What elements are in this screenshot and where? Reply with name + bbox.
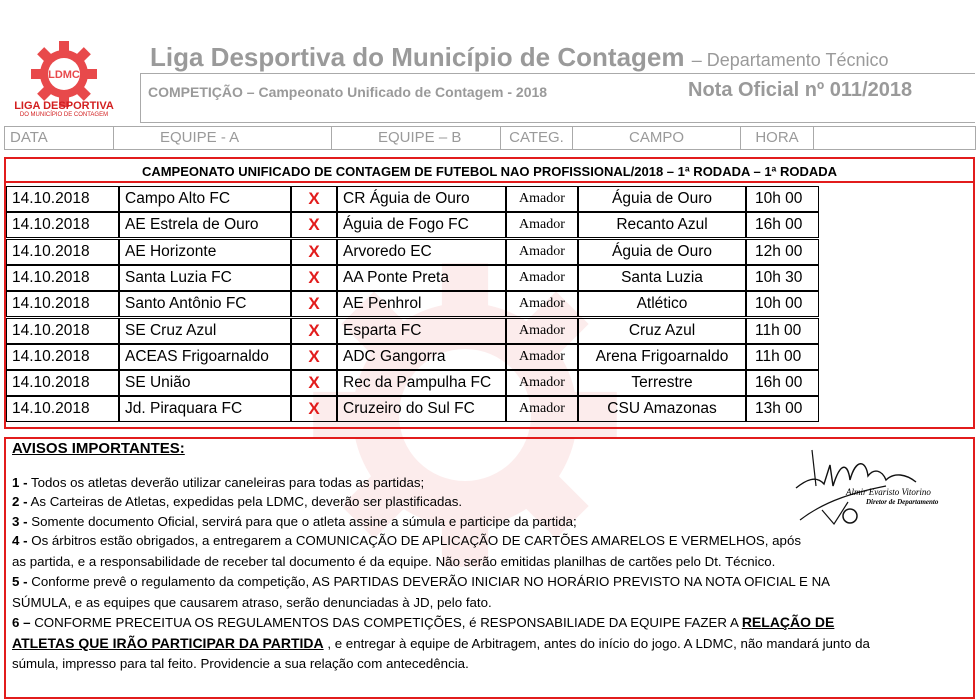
notice-3: 3 - Somente documento Oficial, servirá para que o atleta assine a súmula e participe da partida; [12, 514, 577, 529]
vs-mark-cell: X [291, 291, 337, 317]
match-date-cell: 14.10.2018 [6, 344, 119, 370]
category-cell: Amador [506, 212, 578, 238]
match-date-cell: 14.10.2018 [6, 186, 119, 212]
vs-mark-cell: X [291, 265, 337, 291]
table-row [6, 396, 814, 422]
column-header-row [4, 126, 976, 150]
signature-scribble [786, 440, 966, 530]
team-b-cell: Águia de Fogo FC [337, 212, 506, 238]
department-text: – Departamento Técnico [691, 50, 889, 70]
category-cell: Amador [506, 239, 578, 265]
match-time-cell: 10h 00 [746, 291, 819, 317]
category-cell: Amador [506, 344, 578, 370]
table-row [6, 318, 814, 344]
match-date-cell: 14.10.2018 [6, 396, 119, 422]
ldmc-stamp-icon [843, 509, 857, 523]
team-b-cell: Arvoredo EC [337, 239, 506, 265]
matches-title: CAMPEONATO UNIFICADO DE CONTAGEM DE FUTEBOL NAO PROFISSIONAL/2018 – 1ª RODADA – 1ª RODADA [6, 159, 973, 183]
table-row [6, 344, 814, 370]
team-b-cell: AA Ponte Preta [337, 265, 506, 291]
team-b-cell: CR Águia de Ouro [337, 186, 506, 212]
notice-6-cont: ATLETAS QUE IRÃO PARTICIPAR DA PARTIDA , e entregar à equipe de Arbitragem, antes do início do jogo. A LDMC, não mandará junto da [12, 635, 870, 651]
table-row [6, 265, 814, 291]
vs-mark-cell: X [291, 239, 337, 265]
notice-6-cont2: súmula, impresso para tal feito. Providencie a sua relação com antecedência. [12, 656, 469, 671]
table-row [6, 212, 814, 238]
match-time-cell: 11h 00 [746, 318, 819, 344]
field-cell: Atlético [578, 291, 746, 317]
team-b-cell: Rec da Pampulha FC [337, 370, 506, 396]
field-cell: Santa Luzia [578, 265, 746, 291]
notice-5: 5 - Conforme prevê o regulamento da competição, AS PARTIDAS DEVERÃO INICIAR NO HORÁRIO PREVISTO NA NOTA OFICIAL E NA [12, 574, 831, 589]
logo-text: LDMC [48, 69, 80, 81]
matches-table [4, 157, 975, 429]
team-b-cell: ADC Gangorra [337, 344, 506, 370]
table-row [6, 186, 814, 212]
field-cell: CSU Amazonas [578, 396, 746, 422]
team-a-cell: Campo Alto FC [119, 186, 291, 212]
notice-6: 6 – CONFORME PRECEITUA OS REGULAMENTOS DAS COMPETIÇÕES, é RESPONSABILIADE DA EQUIPE FAZER A RELAÇÃO DE [12, 614, 835, 630]
match-date-cell: 14.10.2018 [6, 265, 119, 291]
field-cell: Arena Frigoarnaldo [578, 344, 746, 370]
notice-5-cont: SÚMULA, e as equipes que causarem atraso, serão denunciadas à JD, pelo fato. [12, 595, 492, 610]
match-time-cell: 10h 00 [746, 186, 819, 212]
team-a-cell: Santa Luzia FC [119, 265, 291, 291]
field-cell: Terrestre [578, 370, 746, 396]
category-cell: Amador [506, 265, 578, 291]
match-time-cell: 16h 00 [746, 370, 819, 396]
match-time-cell: 10h 30 [746, 265, 819, 291]
vs-mark-cell: X [291, 212, 337, 238]
vs-mark-cell: X [291, 370, 337, 396]
field-cell: Recanto Azul [578, 212, 746, 238]
vs-mark-cell: X [291, 318, 337, 344]
team-b-cell: Esparta FC [337, 318, 506, 344]
notice-2: 2 - As Carteiras de Atletas, expedidas pela LDMC, deverão ser plastificadas. [12, 494, 463, 509]
table-row [6, 291, 814, 317]
team-a-cell: ACEAS Frigoarnaldo [119, 344, 291, 370]
nota-oficial-number: Nota Oficial nº 011/2018 [688, 79, 913, 101]
category-cell: Amador [506, 396, 578, 422]
category-cell: Amador [506, 186, 578, 212]
column-header-time: HORA [741, 127, 814, 149]
field-cell: Cruz Azul [578, 318, 746, 344]
vs-mark-cell: X [291, 344, 337, 370]
team-a-cell: Santo Antônio FC [119, 291, 291, 317]
match-date-cell: 14.10.2018 [6, 370, 119, 396]
team-b-cell: Cruzeiro do Sul FC [337, 396, 506, 422]
notice-1: 1 - Todos os atletas deverão utilizar caneleiras para todas as partidas; [12, 475, 425, 490]
match-date-cell: 14.10.2018 [6, 318, 119, 344]
signature-name: Almir Evaristo Vitorino [846, 487, 931, 497]
team-a-cell: Jd. Piraquara FC [119, 396, 291, 422]
team-a-cell: AE Estrela de Ouro [119, 212, 291, 238]
category-cell: Amador [506, 370, 578, 396]
match-time-cell: 13h 00 [746, 396, 819, 422]
column-header-field: CAMPO [573, 127, 741, 149]
match-time-cell: 11h 00 [746, 344, 819, 370]
vs-mark-cell: X [291, 186, 337, 212]
match-date-cell: 14.10.2018 [6, 212, 119, 238]
notice-4-cont: as partida, e a responsabilidade de receber tal documento é da equipe. Não serão emitidas planilhas de cartões pelo Dt. Técnico. [12, 554, 776, 569]
signature-role: Diretor de Departamento [866, 498, 939, 506]
match-time-cell: 16h 00 [746, 212, 819, 238]
match-date-cell: 14.10.2018 [6, 239, 119, 265]
notice-4: 4 - Os árbitros estão obrigados, a entregarem a COMUNICAÇÃO DE APLICAÇÃO DE CARTÕES AMARELOS E VERMELHOS, após [12, 533, 801, 548]
category-cell: Amador [506, 318, 578, 344]
match-date-cell: 14.10.2018 [6, 291, 119, 317]
team-a-cell: SE União [119, 370, 291, 396]
team-a-cell: AE Horizonte [119, 239, 291, 265]
team-b-cell: AE Penhrol [337, 291, 506, 317]
column-header-date: DATA [5, 127, 114, 149]
page-title [150, 42, 889, 73]
field-cell: Águia de Ouro [578, 186, 746, 212]
field-cell: Águia de Ouro [578, 239, 746, 265]
category-cell: Amador [506, 291, 578, 317]
competition-label: COMPETIÇÃO – Campeonato Unificado de Contagem - 2018 [148, 84, 548, 100]
notices-title: AVISOS IMPORTANTES: [12, 440, 185, 457]
logo-subcaption: DO MUNICÍPIO DE CONTAGEM [19, 112, 109, 118]
table-row [6, 370, 814, 396]
match-time-cell: 12h 00 [746, 239, 819, 265]
logo-caption: LIGA DESPORTIVA [14, 100, 114, 112]
team-a-cell: SE Cruz Azul [119, 318, 291, 344]
column-header-team-b: EQUIPE – B [332, 127, 501, 149]
table-row [6, 239, 814, 265]
vs-mark-cell: X [291, 396, 337, 422]
column-header-team-a: EQUIPE - A [114, 127, 332, 149]
column-header-category: CATEG. [501, 127, 573, 149]
title-text: Liga Desportiva do Município de Contagem [150, 42, 685, 72]
